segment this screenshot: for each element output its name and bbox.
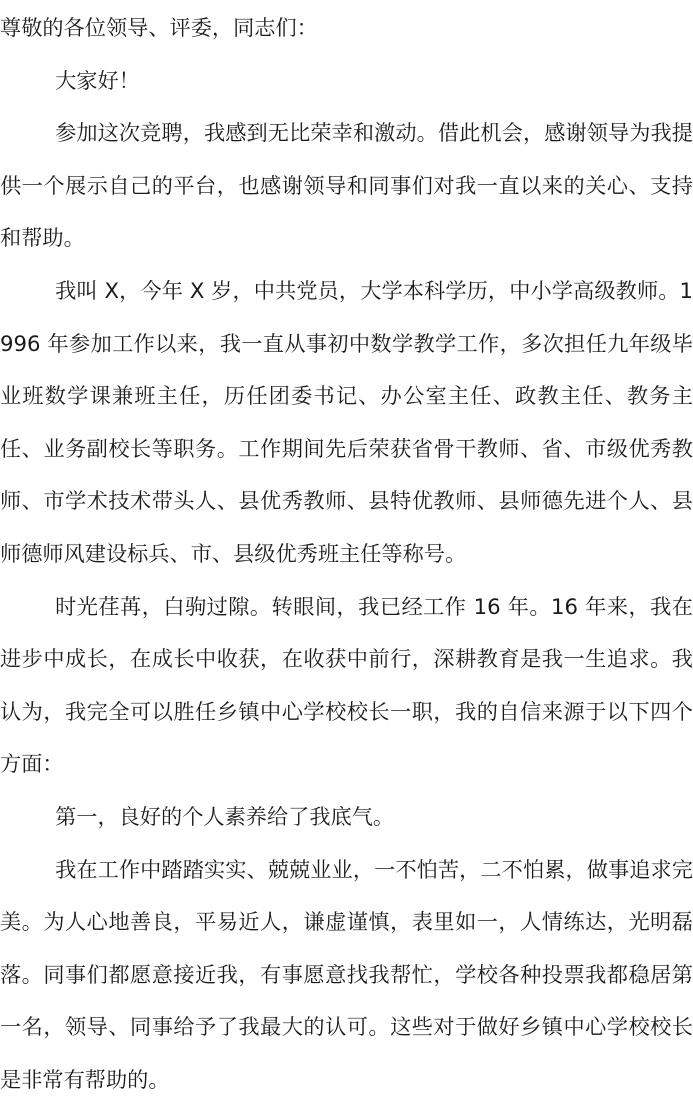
point-one-heading: 第一，良好的个人素养给了我底气。	[0, 791, 693, 844]
introduction-paragraph: 我叫 X，今年 X 岁，中共党员，大学本科学历，中小学高级教师。1996 年参加工作以来，我一直从事初中数学教学工作，多次担任九年级毕业班数学课兼班主任，历任团委书记、办公室主任、政教主任、教务主任、业务副校长等职务。工作期间先后荣获省骨干教师、省、市级优秀教师、市学术技术带头人、县优秀教师、县特优教师、县师德先进个人、县师德师风建设标兵、市、县级优秀班主任等称号。	[0, 265, 693, 581]
salutation: 尊敬的各位领导、评委，同志们：	[0, 2, 693, 55]
experience-paragraph: 时光荏苒，白驹过隙。转眼间，我已经工作 16 年。16 年来，我在进步中成长，在成长中收获，在收获中前行，深耕教育是我一生追求。我认为，我完全可以胜任乡镇中心学校校长一职，我的自信来源于以下四个方面：	[0, 581, 693, 791]
thanks-paragraph: 参加这次竞聘，我感到无比荣幸和激动。借此机会，感谢领导为我提供一个展示自己的平台，也感谢领导和同事们对我一直以来的关心、支持和帮助。	[0, 107, 693, 265]
point-one-paragraph: 我在工作中踏踏实实、兢兢业业，一不怕苦，二不怕累，做事追求完美。为人心地善良，平易近人，谦虚谨慎，表里如一，人情练达，光明磊落。同事们都愿意接近我，有事愿意找我帮忙，学校各种投票我都稳居第一名，领导、同事给予了我最大的认可。这些对于做好乡镇中心学校校长是非常有帮助的。	[0, 844, 693, 1106]
greeting-paragraph: 大家好！	[0, 55, 693, 108]
